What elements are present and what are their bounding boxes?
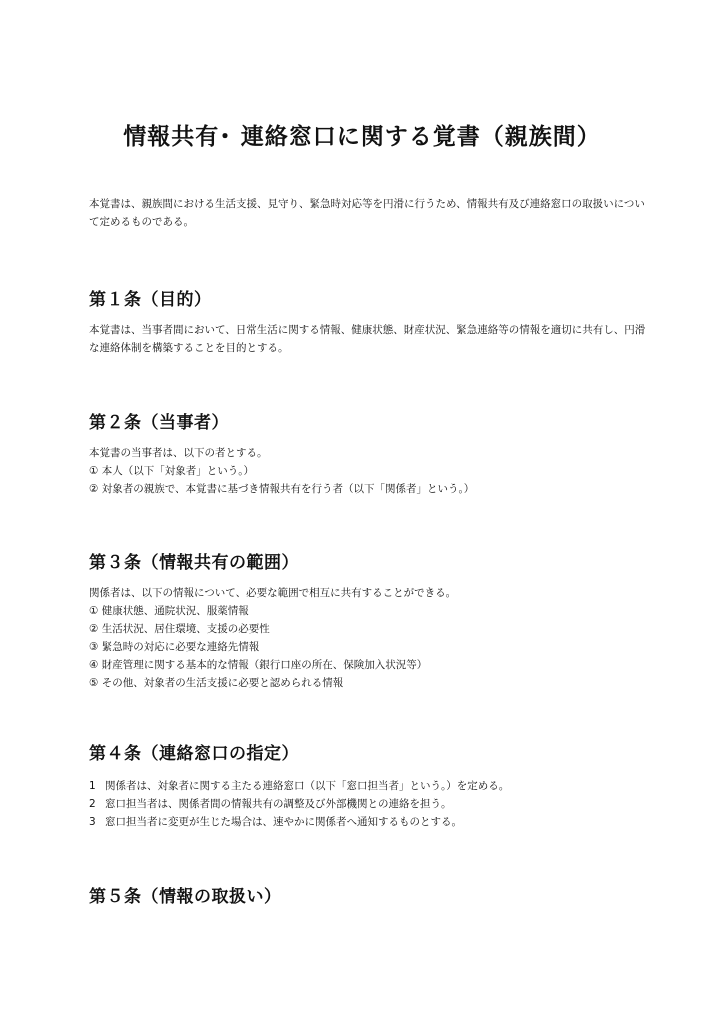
article-4-item xyxy=(89,795,649,813)
article-4-item xyxy=(89,777,649,795)
article-3-body xyxy=(89,584,649,692)
item-text: 窓口担当者は、関係者間の情報共有の調整及び外部機関との連絡を担う。 xyxy=(105,798,452,810)
document-title: 情報共有･ 連絡窓口に関する覚書（親族間） xyxy=(123,124,601,150)
article-4-heading: 第４条（連絡窓口の指定） xyxy=(89,744,299,764)
article-4-item xyxy=(89,813,649,831)
item-number: 1 xyxy=(89,780,96,792)
article-1-heading: 第１条（目的） xyxy=(89,290,212,310)
intro-paragraph: 本覚書は、親族間における生活支援、見守り、緊急時対応等を円滑に行うため、情報共有及び連絡窓口の取扱いについて定めるものである。 xyxy=(89,198,645,228)
article-2-body xyxy=(89,444,649,498)
article-2-line: 本覚書の当事者は、以下の者とする。 xyxy=(89,447,268,459)
article-4-body xyxy=(89,777,649,831)
article-3-heading: 第３条（情報共有の範囲） xyxy=(89,553,299,573)
article-2-heading: 第２条（当事者） xyxy=(89,413,229,433)
article-2-line: ① 本人（以下「対象者」という。） xyxy=(89,465,255,477)
article-3-line: 関係者は、以下の情報について、必要な範囲で相互に共有することができる。 xyxy=(89,587,457,599)
item-number: 2 xyxy=(89,798,96,810)
item-text: 窓口担当者に変更が生じた場合は、速やかに関係者へ通知するものとする。 xyxy=(105,816,462,828)
article-3-line: ② 生活状況、居住環境、支援の必要性 xyxy=(89,623,270,635)
article-3-line: ① 健康状態、通院状況、服薬情報 xyxy=(89,605,249,617)
item-text: 関係者は、対象者に関する主たる連絡窓口（以下「窓口担当者」という。）を定める。 xyxy=(105,780,510,792)
article-3-line: ④ 財産管理に関する基本的な情報（銀行口座の所在、保険加入状況等） xyxy=(89,659,428,671)
item-number: 3 xyxy=(89,816,96,828)
article-2-line: ② 対象者の親族で、本覚書に基づき情報共有を行う者（以下「関係者」という。） xyxy=(89,483,475,495)
article-3-line: ③ 緊急時の対応に必要な連絡先情報 xyxy=(89,641,260,653)
article-5-heading: 第５条（情報の取扱い） xyxy=(89,887,282,907)
article-3-line: ⑤ その他、対象者の生活支援に必要と認められる情報 xyxy=(89,677,344,689)
article-1-paragraph: 本覚書は、当事者間において、日常生活に関する情報、健康状態、財産状況、緊急連絡等の情報を適切に共有し、円滑な連絡体制を構築することを目的とする。 xyxy=(89,324,646,354)
